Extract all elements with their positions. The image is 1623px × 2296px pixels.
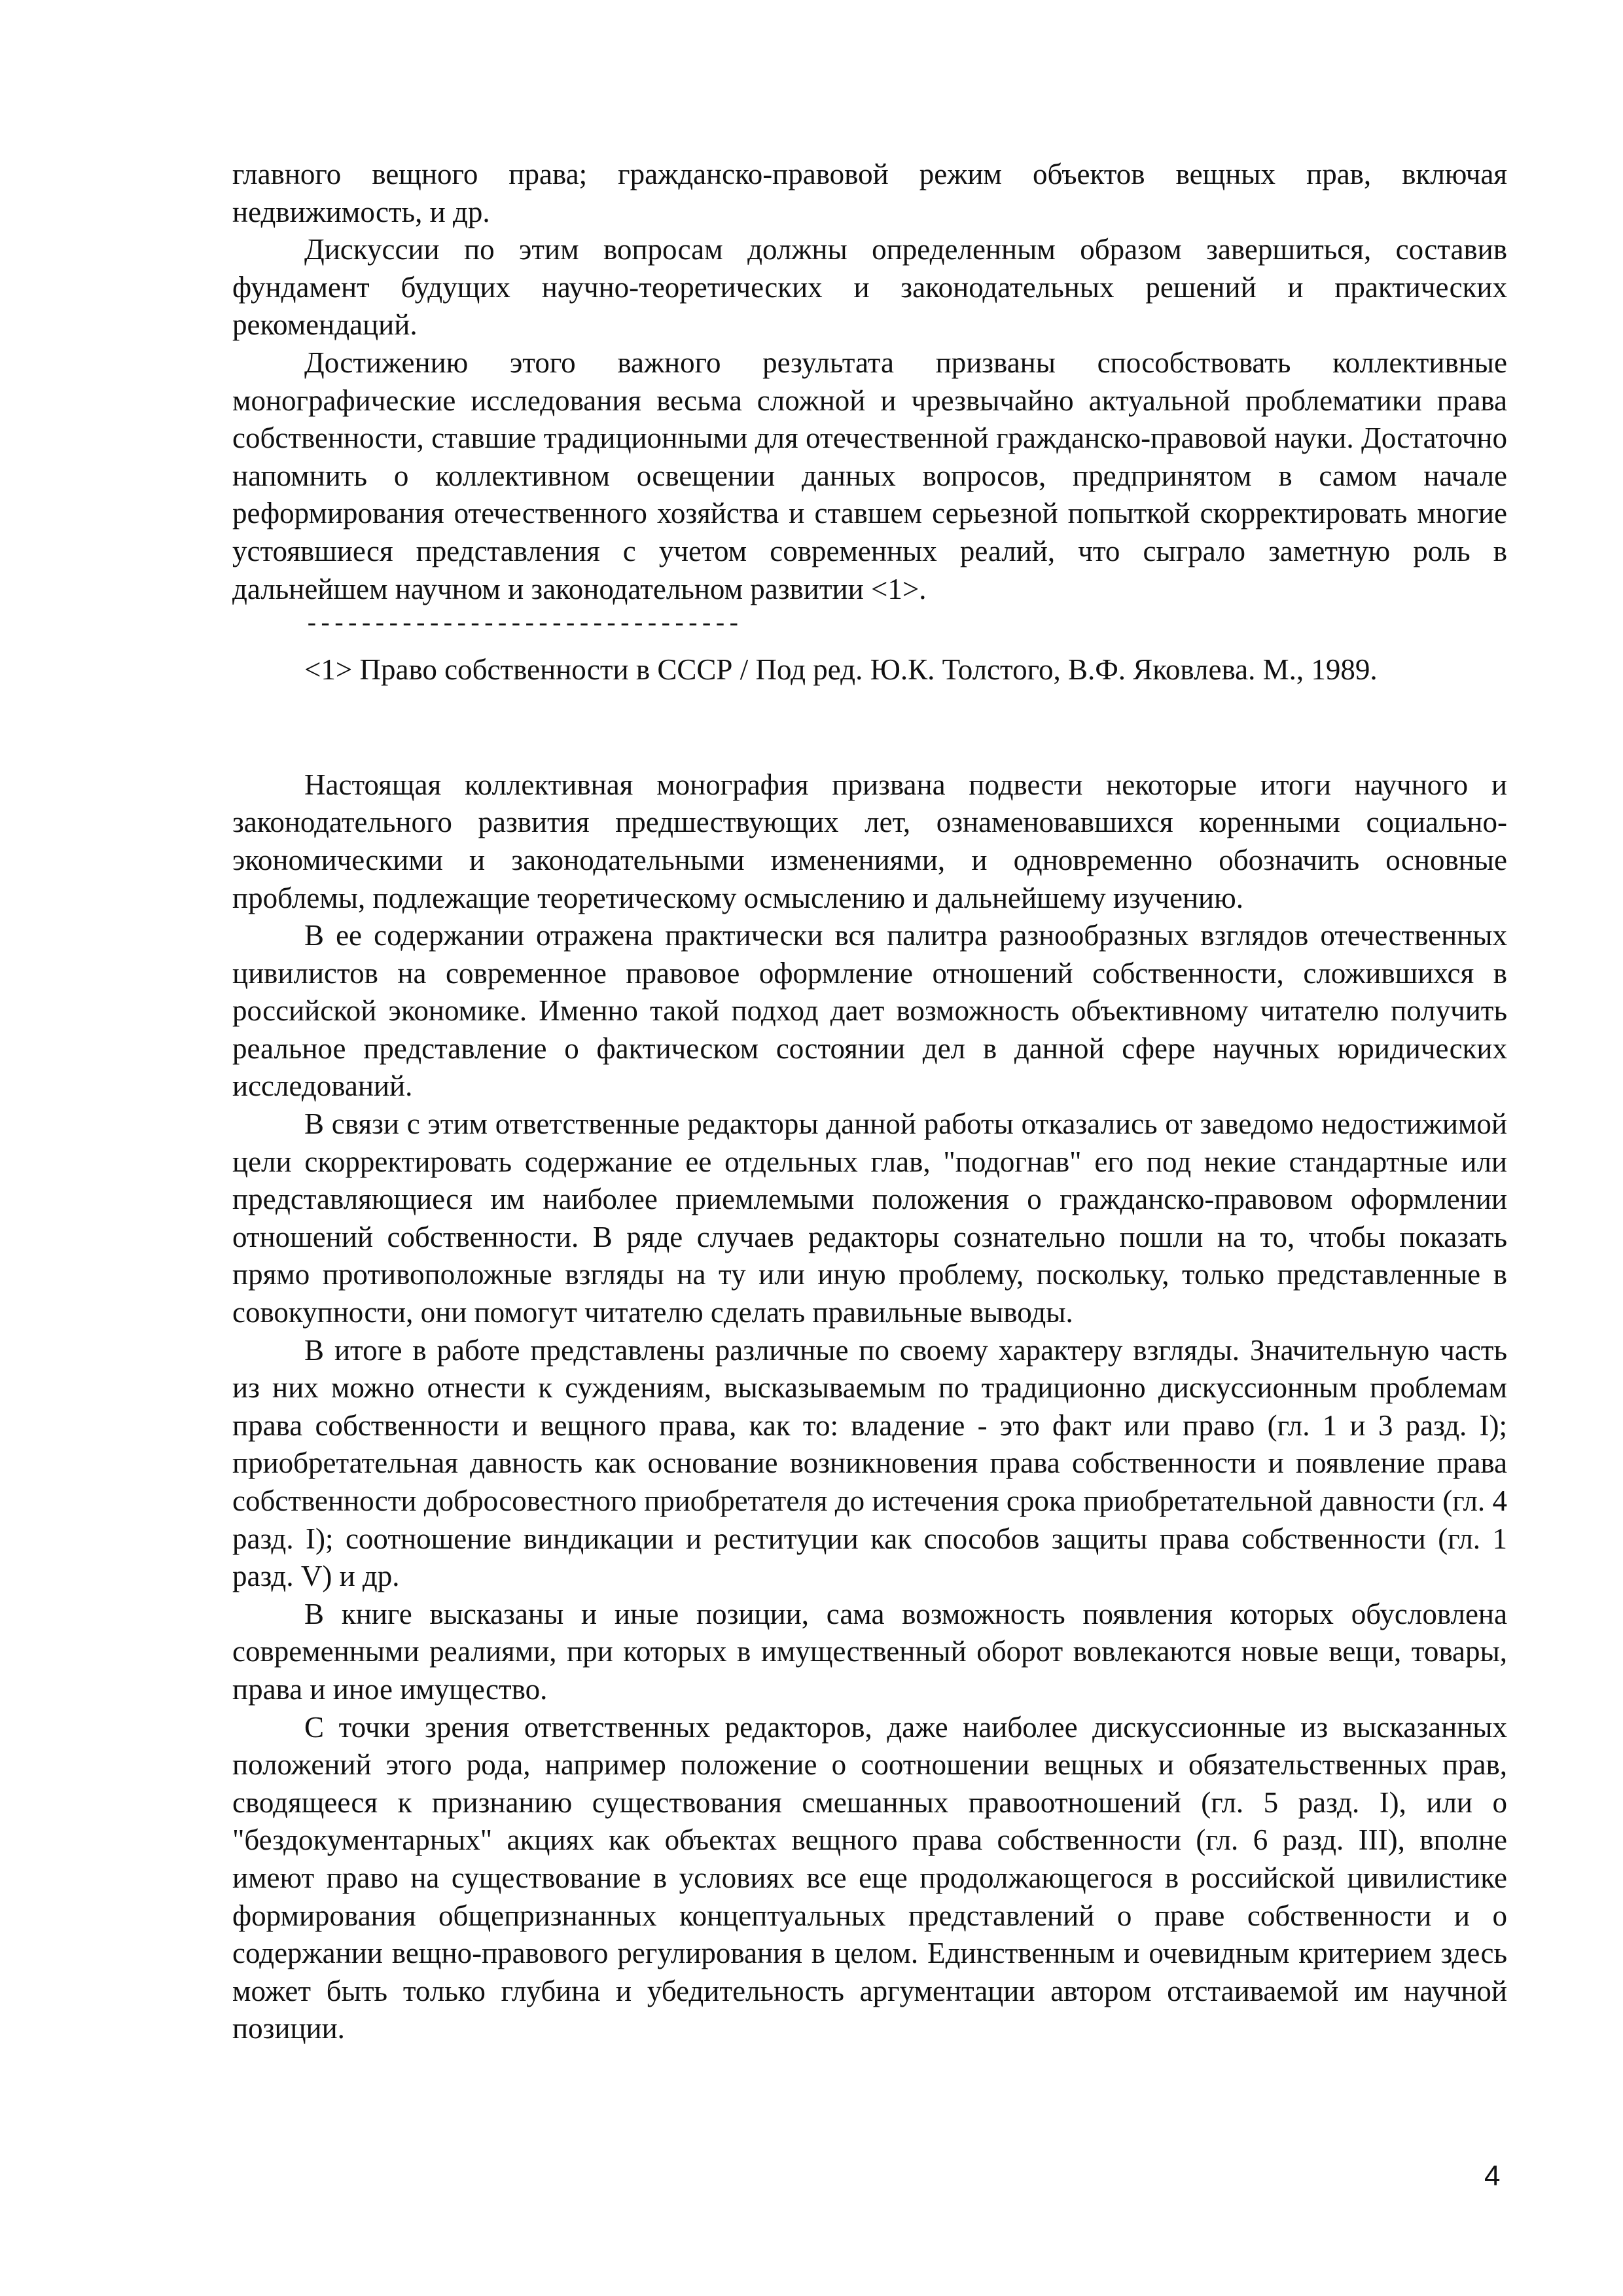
paragraph: В книге высказаны и иные позиции, сама возможность появления которых обусловлена современными реалиями, при которых в имущественный оборот вовлекаются новые вещи, товары, права и иное имущество.	[232, 1597, 1507, 1706]
paragraph-continuation: главного вещного права; гражданско-правовой режим объектов вещных прав, включая недвижимость, и др.	[232, 158, 1507, 228]
paragraph: Дискуссии по этим вопросам должны определенным образом завершиться, составив фундамент будущих научно-теоретических и законодательных решений и практических рекомендаций.	[232, 233, 1507, 342]
footnote: <1> Право собственности в СССР / Под ред. Ю.К. Толстого, В.Ф. Яковлева. М., 1989.	[304, 653, 1378, 687]
paragraph: С точки зрения ответственных редакторов, даже наиболее дискуссионные из высказанных положений этого рода, например положение о соотношении вещных и обязательственных прав, сводящееся к признанию существования смешанных правоотношений (гл. 5 разд. I), или о "бездокументарных" акциях как объектах вещного права собственности (гл. 6 разд. III), вполне имеют право на существование в условиях все еще продолжающегося в российской цивилистике формирования общепризнанных концептуальных представлений о праве собственности и о содержании вещно-правового регулирования в целом. Единственным и очевидным критерием здесь может быть только глубина и убедительность аргументации автором отстаиваемой им научной позиции.	[232, 1710, 1507, 2045]
paragraph: В итоге в работе представлены различные по своему характеру взгляды. Значительную часть из них можно отнести к суждениям, высказываемым по традиционно дискуссионным проблемам права собственности и вещного права, как то: владение - это факт или право (гл. 1 и 3 разд. I); приобретательная давность как основание возникновения права собственности и появление права собственности добросовестного приобретателя до истечения срока приобретательной давности (гл. 4 разд. I); соотношение виндикации и реституции как способов защиты права собственности (гл. 1 разд. V) и др.	[232, 1333, 1507, 1593]
page-number: 4	[1484, 2160, 1501, 2192]
footnote-separator: --------------------------------	[304, 611, 740, 639]
paragraph: В связи с этим ответственные редакторы данной работы отказались от заведомо недостижимой цели скорректировать содержание ее отдельных глав, "подогнав" его под некие стандартные или представляющиеся им наиболее приемлемыми положения о гражданско-правовом оформлении отношений собственности. В ряде случаев редакторы сознательно пошли на то, чтобы показать прямо противоположные взгляды на ту или иную проблему, поскольку, только представленные в совокупности, они помогут читателю сделать правильные выводы.	[232, 1107, 1507, 1329]
paragraph: В ее содержании отражена практически вся палитра разнообразных взглядов отечественных цивилистов на современное правовое оформление отношений собственности, сложившихся в российской экономике. Именно такой подход дает возможность объективному читателю получить реальное представление о фактическом состоянии дел в данной сфере научных юридических исследований.	[232, 919, 1507, 1103]
paragraph: Достижению этого важного результата призваны способствовать коллективные монографические исследования весьма сложной и чрезвычайно актуальной проблематики права собственности, ставшие традиционными для отечественной гражданско-правовой науки. Достаточно напомнить о коллективном освещении данных вопросов, предпринятом в самом начале реформирования отечественного хозяйства и ставшем серьезной попыткой скорректировать многие устоявшиеся представления с учетом современных реалий, что сыграло заметную роль в дальнейшем научном и законодательном развитии <1>.	[232, 346, 1507, 605]
paragraph: Настоящая коллективная монография призвана подвести некоторые итоги научного и законодательного развития предшествующих лет, ознаменовавшихся коренными социально-экономическими и законодательными изменениями, и одновременно обозначить основные проблемы, подлежащие теоретическому осмыслению и дальнейшему изучению.	[232, 768, 1507, 914]
document-page	[232, 156, 1507, 2048]
